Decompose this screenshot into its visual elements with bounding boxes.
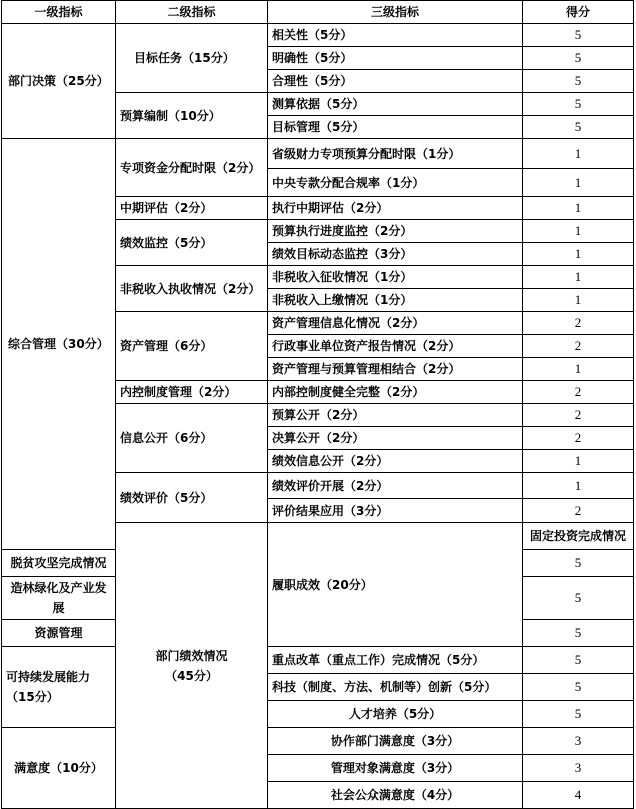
level2-cell: 中期评估（2分） (116, 197, 268, 220)
level3-cell: 行政事业单位资产报告情况（2分） (268, 335, 523, 358)
level2-cell: 信息公开（6分） (116, 404, 268, 473)
score-cell: 2 (523, 499, 634, 523)
level3-cell: 重点改革（重点工作）完成情况（5分） (268, 647, 523, 674)
score-cell: 2 (523, 404, 634, 427)
header-score: 得分 (523, 1, 634, 24)
table-row (2, 647, 634, 674)
score-cell: 3 (523, 755, 634, 782)
level3-cell: 绩效信息公开（2分） (268, 450, 523, 473)
level2-cell: 满意度（10分） (2, 728, 116, 809)
indicator-table (1, 0, 634, 809)
level3-cell: 脱贫攻坚完成情况 (2, 550, 116, 577)
score-cell: 2 (523, 312, 634, 335)
score-cell: 1 (523, 266, 634, 289)
level2-cell: 资产管理（6分） (116, 312, 268, 381)
score-cell: 5 (523, 550, 634, 577)
level3-cell: 预算执行进度监控（2分） (268, 220, 523, 243)
score-cell: 5 (523, 70, 634, 93)
level3-cell: 省级财力专项预算分配时限（1分） (268, 139, 523, 169)
score-cell: 1 (523, 220, 634, 243)
level3-cell: 合理性（5分） (268, 70, 523, 93)
level2-cell: 绩效监控（5分） (116, 220, 268, 266)
score-cell: 1 (523, 243, 634, 266)
level2-cell: 履职成效（20分） (268, 523, 523, 647)
level3-cell: 决算公开（2分） (268, 427, 523, 450)
score-cell: 5 (523, 620, 634, 647)
score-cell: 1 (523, 450, 634, 473)
table-row (2, 728, 634, 755)
score-cell: 1 (523, 473, 634, 499)
score-cell: 1 (523, 169, 634, 197)
header-level1: 一级指标 (2, 1, 116, 24)
level3-cell: 科技（制度、方法、机制等）创新（5分） (268, 674, 523, 701)
level3-cell: 协作部门满意度（3分） (268, 728, 523, 755)
level3-cell: 评价结果应用（3分） (268, 499, 523, 523)
level1-name-line1: 部门绩效情况 (155, 648, 228, 663)
level3-cell: 明确性（5分） (268, 47, 523, 70)
level3-cell: 管理对象满意度（3分） (268, 755, 523, 782)
level2-cell: 专项资金分配时限（2分） (116, 139, 268, 197)
level3-cell: 绩效评价开展（2分） (268, 473, 523, 499)
score-cell: 1 (523, 139, 634, 169)
level3-cell: 非税收入征收情况（1分） (268, 266, 523, 289)
header-level2: 二级指标 (116, 1, 268, 24)
score-cell: 5 (523, 47, 634, 70)
score-cell: 2 (523, 335, 634, 358)
level3-cell: 固定投资完成情况 (523, 523, 634, 550)
score-cell: 5 (523, 701, 634, 728)
level3-cell: 中央专款分配合规率（1分） (268, 169, 523, 197)
level3-cell: 执行中期评估（2分） (268, 197, 523, 220)
level1-name-line2: （45分） (165, 668, 218, 683)
score-cell: 5 (523, 647, 634, 674)
score-cell: 1 (523, 358, 634, 381)
level3-cell: 社会公众满意度（4分） (268, 782, 523, 809)
score-cell: 2 (523, 427, 634, 450)
level2-cell: 非税收入执收情况（2分） (116, 266, 268, 312)
level2-cell: 可持续发展能力（15分） (2, 647, 116, 728)
level3-cell: 资产管理信息化情况（2分） (268, 312, 523, 335)
level2-cell: 绩效评价（5分） (116, 473, 268, 523)
level1-cell: 部门决策（25分） (2, 24, 116, 139)
score-cell: 5 (523, 577, 634, 620)
header-level3: 三级指标 (268, 1, 523, 24)
level2-cell: 目标任务（15分） (116, 24, 268, 93)
level3-cell: 人才培养（5分） (268, 701, 523, 728)
score-cell: 3 (523, 728, 634, 755)
level3-cell: 内部控制度健全完整（2分） (268, 381, 523, 404)
score-cell: 5 (523, 93, 634, 116)
level3-cell: 预算公开（2分） (268, 404, 523, 427)
score-cell: 1 (523, 197, 634, 220)
level3-cell: 相关性（5分） (268, 24, 523, 47)
level3-cell: 资源管理 (2, 620, 116, 647)
level3-cell: 绩效目标动态监控（3分） (268, 243, 523, 266)
level2-cell: 预算编制（10分） (116, 93, 268, 139)
level3-cell: 测算依据（5分） (268, 93, 523, 116)
level1-cell: 综合管理（30分） (2, 139, 116, 550)
score-cell: 4 (523, 782, 634, 809)
score-cell: 5 (523, 674, 634, 701)
level3-cell: 造林绿化及产业发展 (2, 577, 116, 620)
header-row (2, 1, 634, 24)
score-cell: 1 (523, 289, 634, 312)
table-row (2, 24, 634, 47)
level3-cell: 目标管理（5分） (268, 116, 523, 139)
score-cell: 5 (523, 116, 634, 139)
level1-cell (116, 523, 268, 809)
score-cell: 5 (523, 24, 634, 47)
table-row (2, 139, 634, 169)
level2-cell: 内控制度管理（2分） (116, 381, 268, 404)
level3-cell: 资产管理与预算管理相结合（2分） (268, 358, 523, 381)
level3-cell: 非税收入上缴情况（1分） (268, 289, 523, 312)
score-cell: 2 (523, 381, 634, 404)
